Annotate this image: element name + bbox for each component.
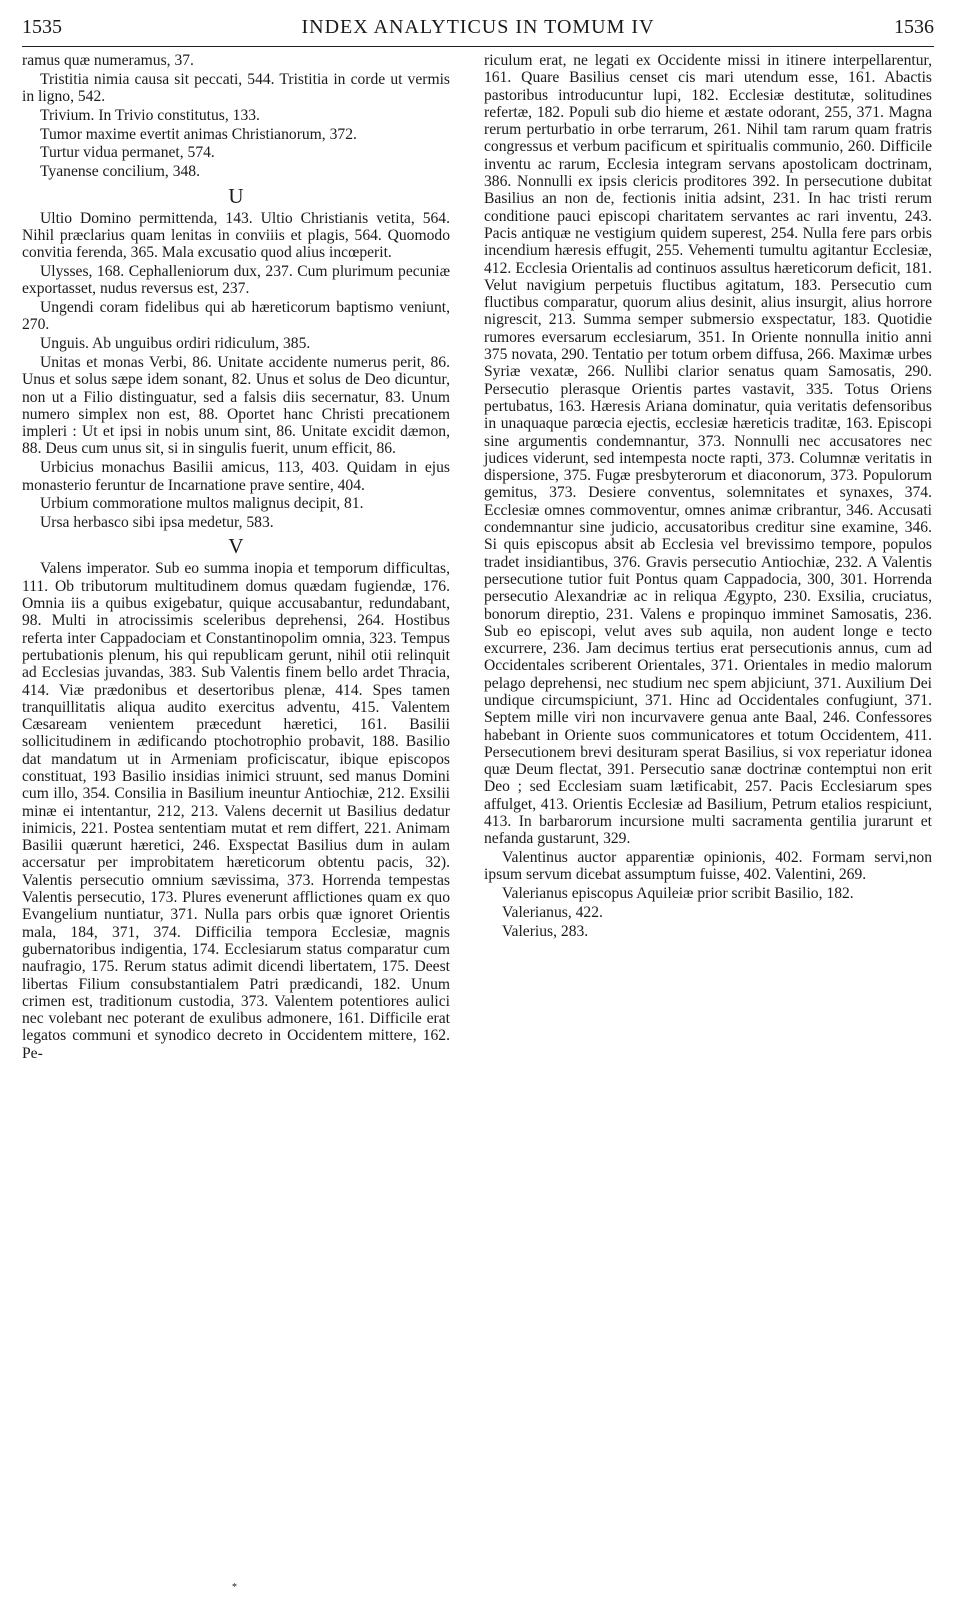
- index-entry: Tristitia nimia causa sit peccati, 544. Tristitia in corde ut vermis in ligno, 542.: [22, 70, 450, 106]
- index-entry: Valerius, 283.: [502, 922, 589, 940]
- index-entry: Turtur vidua permanet, 574.: [40, 144, 215, 162]
- page-number-left: 1535: [22, 16, 62, 38]
- index-entry: Valerianus, 422.: [502, 904, 603, 922]
- section-letter-u: U: [228, 183, 244, 208]
- index-entry: Unguis. Ab unguibus ordiri ridiculum, 385.: [40, 335, 311, 353]
- index-entry: Unitas et monas Verbi, 86. Unitate accidente numerus perit, 86. Unus et solus sæpe idem sonant, 82. Unus et solus de Deo dicuntur, non ut a Filio distinguatur, sed a falsis diis secernatur, 83. Unum numero simplex non est, 88. Oportet hanc Christi precationem impleri : Ut et ipsi in nobis unum sint, 86. Unitate excidit dæmon, 88. Deus cum unus sit, si in singulis fuerit, unum efficit, 86.: [22, 353, 450, 458]
- index-entry: Ungendi coram fidelibus qui ab hæreticorum baptismo veniunt, 270.: [22, 299, 450, 334]
- index-entry: Ursa herbasco sibi ipsa medetur, 583.: [40, 514, 274, 532]
- index-entry: Ulysses, 168. Cephalleniorum dux, 237. Cum plurimum pecuniæ exportasset, nudus reversus est, 237.: [22, 262, 450, 298]
- index-entry-valens-continued: riculum erat, ne legati ex Occidente missi in itinere interpellarentur, 161. Quare Basilius censet cis mari utendum esse, 161. Abactis pastoribus introducuntur lupi, 182. Ecclesiæ destitutæ, solitudines refertæ, 182. Populi sub dio hieme et æstate odorant, 255, 371. Magna rerum perturbatio in orbe terrarum, 261. Nihil tam rarum quam fratris congressus et verbum pacificum et spiritualis communio, 260. Difficile inventu ac rarum, Ecclesia integram servans apostolicam doctrinam, 386. Nonnulli ex ipsis clericis proditores 392. In persecutione dubitat Basilius an non de, fectionis initia adsint, 231. In hac tristi rerum conditione pauci episcopi charitatem servantes ac rari inventu, 243. Pacis antiquæ ne vestigium quidem superest, 254. Nulla fere pars orbis incendium hæresis effugit, 255. Vehementi tumultu agitantur Ecclesiæ, 412. Ecclesia Orientalis ad continuos assultus hæreticorum deficit, 181. Velut navigium perpetuis fluctibus agitatum, 183. Persecutio cum fluctibus comparatur, quorum alius desinit, alius insurgit, alius horrore nigrescit, 213. Summa semper submersio exspectatur, 183. Quotidie rumores eversarum ecclesiarum, 351. In Oriente nonnulla initio anni 375 novata, 290. Tentatio per totum orbem diffusa, 266. Maximæ urbes Syriæ vexatæ, 266. Nullibi clarior senatus quam Samosatis, 290. Persecutio plerasque Orientis partes vastavit, 335. Totus Oriens pertubatus, 163. Hæresis Ariana dominatur, quia veritatis defensoribus in unaquaque parœcia ejectis, ecclesiæ hæreticis traditæ, 163. Episcopi sine argumentis condemnantur, 373. Nonnulli nec accusatores nec judices viderunt, sed intempesta nocte rapti, 373. Columnæ veritatis in dispersione, 375. Fugæ presbyterorum et diaconorum, 373. Populorum gemitus, 373. Desiere conventus, solemnitates et synaxes, 374. Ecclesiæ omnes commoventur, omnes animæ cribrantur, 346. Accusati condemnantur sine judicio, accusatoribus creditur sine examine, 346. Si quis episcopus absit ab Ecclesia vel brevissimo tempore, populos tradet insidiantibus, 376. Gravis persecutio Antiochiæ, 232. A Valentis persecutione tutior fuit Pontus quam Cappadocia, 300, 301. Horrenda persecutio Alexandriæ ac in reliqua Ægypto, 230. Exsilia, cruciatus, bonorum direptio, 231. Valens e propinquo imminet Samosatis, 236. Sub eo episcopi, velut aves sub aquila, non audent longe e tecto excurrere, 236. Jam decimus tertius erat persecutionis annus, cum ad Occidentales scriberent Orientales, 371. Orientales in medio malorum pelago deprehensi, nec studium nec spem abjiciunt, 371. Auxilium Dei undique circumspiciunt, 371. Hinc ad Occidentales confugiunt, 371. Septem mille viri non incurvavere genua ante Baal, 246. Confessores habebant in Oriente suos communicatores et totum Occidentem, 411. Persecutionem brevi desituram sperat Basilius, si vox reperiatur idonea quæ Deum flectat, 391. Persecutio sanæ doctrinæ contemptui non erit Deo ; sed Ecclesiam suam lætificabit, 257. Pacis Ecclesiarum spes affulget, 413. Orientis Ecclesiæ ad Basilium, Petrum etalios respiciunt, 413. In barbarorum incursione multi sacramenta gentilia jurarunt et nefanda gustarunt, 329.: [484, 52, 932, 848]
- index-entry: Urbium commoratione multos malignus decipit, 81.: [40, 495, 364, 513]
- right-column: [484, 52, 932, 942]
- section-letter-v: V: [228, 534, 244, 559]
- footer-mark: *: [232, 1582, 237, 1593]
- index-entry-valens: Valens imperator. Sub eo summa inopia et temporum difficultas, 111. Ob tributorum multitudinem domus quædam fugiendæ, 176. Omnia iis a quibus exigebatur, quique accusabantur, redundabant, 98. Multi in atrocissimis sceleribus deprehensi, 264. Hostibus referta inter Cappadociam et Constantinopolim omnia, 323. Tempus pertubationis plenum, his qui republicam gerunt, nihil otii relinquit ad Ecclesias juvandas, 383. Sub Valentis finem bello ardet Thracia, 414. Viæ prædonibus et desertoribus plenæ, 414. Spes tamen tranquillitatis aliqua audito exercitus adventu, 415. Valentem Cæsaream venientem præcedunt hæretici, 161. Basilii sollicitudinem in ædificando ptochotrophio probavit, 188. Basilio dat mandatum ut in Armeniam proficiscatur, ibique episcopos constituat, 193 Basilio insidias inimici struunt, sed manus Domini cum illo, 354. Consilia in Basilium ineuntur Antiochiæ, 212. Exsilii minæ ei intentantur, 212, 213. Valens decernit ut Basilius dedatur inimicis, 221. Postea sententiam mutat et rem differt, 221. Animam Basilii quærunt hæretici, 246. Exspectat Basilius dum in aulam accersatur per improbitatem hæreticorum obtentu pacis, 32). Valentis persecutio omnium sævissima, 373. Horrenda tempestas Valentis persecutio, 173. Plures evenerunt afflictiones quam ex quo Evangelium nuntiatur, 371. Nulla pars orbis quæ ignoret Orientis mala, 184, 371, 374. Difficilia tempora Ecclesiæ, magnis gubernatoribus indigentia, 174. Ecclesiarum status comparatur cum naufragio, 175. Rerum status adimit dicendi libertatem, 175. Deest libertas Filium consubstantialem Patri prædicandi, 182. Unum crimen est, traditionum custodia, 373. Valentem potentiores aulici nec volebant nec poterant de exulibus admonere, 161. Difficile erat legatos communi et synodico decreto in Occidentem mittere, 162. Pe-: [22, 560, 450, 1062]
- running-title: INDEX ANALYTICUS IN TOMUM IV: [301, 16, 655, 38]
- index-entry: Valerianus episcopus Aquileiæ prior scribit Basilio, 182.: [502, 885, 854, 903]
- index-entry: Ultio Domino permittenda, 143. Ultio Christianis vetita, 564. Nihil præclarius quam lenitas in conviiis et plagis, 564. Quomodo convitia ferenda, 365. Mala excusatio quod alius incœperit.: [22, 209, 450, 262]
- index-entry: Tyanense concilium, 348.: [40, 163, 201, 181]
- page-header: [22, 12, 934, 47]
- left-column: [22, 52, 450, 1064]
- index-entry: Trivium. In Trivio constitutus, 133.: [40, 106, 260, 124]
- index-entry: Valentinus auctor apparentiæ opinionis, 402. Formam servi,non ipsum servum dicebat assumptum fuisse, 402. Valentini, 269.: [484, 849, 932, 884]
- index-entry: Tumor maxime evertit animas Christianorum, 372.: [40, 125, 357, 143]
- page-number-right: 1536: [894, 16, 934, 38]
- index-entry: ramus quæ numeramus, 37.: [22, 52, 194, 69]
- index-entry: Urbicius monachus Basilii amicus, 113, 403. Quidam in ejus monasterio feruntur de Incarnatione prave sentire, 404.: [22, 459, 450, 494]
